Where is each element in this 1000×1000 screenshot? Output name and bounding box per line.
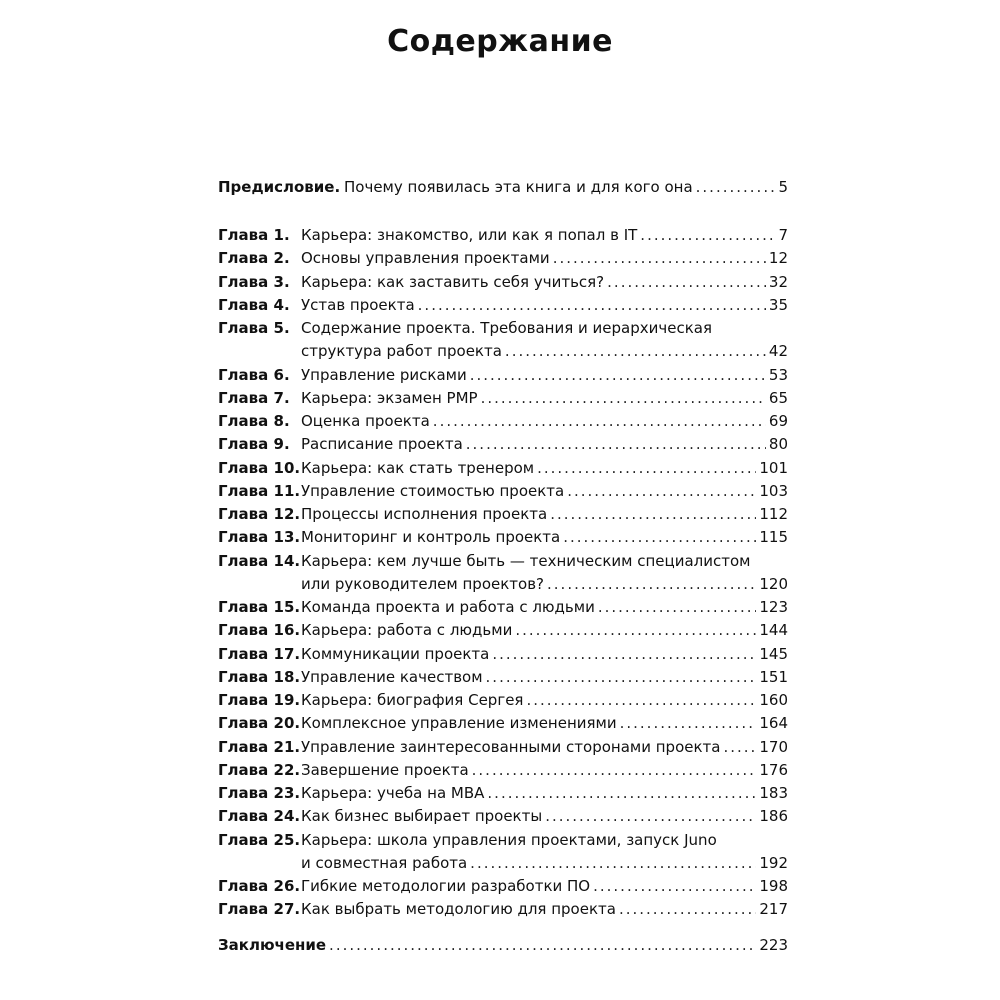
toc-conclusion-label: Заключение (218, 935, 327, 954)
dot-leader (418, 294, 766, 317)
toc-chapter-line (301, 782, 788, 805)
toc-chapter-label: Глава 19. (218, 691, 301, 709)
toc-chapter-label: Глава 6. (218, 365, 290, 384)
dot-leader (505, 340, 766, 363)
toc-chapter-label: Глава 26. (218, 877, 301, 895)
toc-chapter-title: Основы управления проектами (301, 249, 550, 268)
toc-chapter-label: Глава 25. (218, 830, 301, 849)
dot-leader (472, 759, 757, 782)
toc-chapter-label: Глава 14. (218, 551, 301, 570)
dot-leader (563, 526, 756, 549)
dot-leader (550, 503, 756, 526)
toc-page-number: 123 (759, 598, 788, 616)
dot-leader (526, 689, 756, 712)
dot-leader (487, 782, 756, 805)
dot-leader (486, 666, 757, 689)
toc-chapter-label: Глава 13. (218, 528, 301, 547)
toc-chapter-title: Комплексное управление изменениями (301, 714, 617, 733)
toc-page-number: 35 (768, 295, 788, 314)
toc-page-number: 103 (759, 481, 788, 500)
toc-chapter-title: Управление качеством (301, 667, 483, 686)
toc-page-number: 32 (768, 272, 788, 291)
toc-page-number: 53 (768, 365, 788, 384)
toc-chapter-title: Управление рисками (301, 365, 467, 384)
toc-chapter-label: Глава 23. (218, 784, 301, 802)
dot-leader (619, 898, 756, 921)
toc-preface-title: Почему появилась эта книга и для кого она (344, 178, 693, 196)
toc-chapter-line (301, 898, 788, 921)
toc-chapter-line (301, 805, 788, 828)
toc-chapter-title: Как бизнес выбирает проекты (301, 807, 543, 826)
dot-leader (620, 712, 757, 735)
toc-page-number: 69 (768, 412, 788, 430)
toc-chapter-label: Глава 12. (218, 505, 301, 523)
toc-page-number: 120 (759, 574, 788, 593)
dot-leader (537, 457, 756, 480)
dot-leader (466, 433, 766, 456)
toc-chapter-line (301, 712, 788, 735)
toc-page-number: 192 (759, 853, 788, 872)
toc-chapter-line (301, 759, 788, 782)
dot-leader (723, 736, 756, 759)
toc-chapter-label: Глава 5. (218, 319, 290, 337)
toc-page-number: 164 (759, 714, 788, 733)
toc-chapter-label: Глава 10. (218, 458, 301, 477)
toc-chapter-title-line: Карьера: кем лучше быть — техническим специалистом (301, 551, 751, 570)
toc-chapter-label: Глава 1. (218, 226, 290, 244)
toc-chapter-line (301, 526, 788, 549)
toc-chapter-title: Управление стоимостью проекта (301, 481, 565, 500)
toc-chapter-line (301, 596, 788, 619)
toc-chapter-line (301, 480, 788, 503)
toc-chapter-line (301, 433, 788, 456)
toc-page-number: 115 (759, 528, 788, 547)
toc-chapter-label: Глава 22. (218, 760, 301, 779)
toc-chapter-line (301, 643, 788, 666)
toc-chapter-title: и совместная работа (301, 853, 468, 872)
toc-chapter-line (301, 271, 788, 294)
dot-leader (470, 364, 766, 387)
toc-chapter-label: Глава 9. (218, 435, 290, 454)
toc-chapter-title: Карьера: учеба на MBA (301, 784, 485, 802)
dot-leader (640, 224, 775, 247)
toc-chapter-title: Процессы исполнения проекта (301, 505, 548, 523)
toc-chapter-line (301, 457, 788, 480)
toc-chapter-label: Глава 20. (218, 714, 301, 733)
toc-page-number: 160 (759, 691, 788, 709)
dot-leader (593, 875, 756, 898)
dot-leader (553, 247, 766, 270)
toc-chapter-line (301, 736, 788, 759)
dot-leader (481, 387, 766, 410)
toc-page-number: 170 (759, 737, 788, 756)
toc-chapter-label: Глава 16. (218, 621, 301, 640)
toc-page-number: 65 (768, 388, 788, 407)
toc-chapter-line (301, 503, 788, 526)
toc-chapter-title: Карьера: работа с людьми (301, 621, 513, 640)
toc-chapter-title: структура работ проекта (301, 342, 502, 361)
dot-leader (329, 934, 756, 957)
toc-chapter-title: Карьера: экзамен PMP (301, 388, 478, 407)
toc-conclusion-line (218, 934, 788, 957)
page-title: Содержание (387, 24, 613, 59)
toc-chapter-line (301, 387, 788, 410)
toc-page-number: 217 (759, 900, 788, 919)
dot-leader (547, 573, 756, 596)
toc-chapter-line (301, 364, 788, 387)
toc-chapter-line (301, 340, 788, 363)
toc-chapter-line (301, 852, 788, 875)
toc-chapter-title: Управление заинтересованными сторонами проекта (301, 737, 721, 756)
toc-page-number: 144 (759, 621, 788, 640)
toc-chapter-title: Коммуникации проекта (301, 644, 490, 663)
dot-leader (607, 271, 766, 294)
toc-page-number: 101 (759, 458, 788, 477)
toc-chapter-title: Устав проекта (301, 295, 415, 314)
toc-chapter-label: Глава 18. (218, 667, 301, 686)
toc-page-number: 183 (759, 784, 788, 802)
toc-page-number: 7 (778, 226, 788, 244)
dot-leader (470, 852, 756, 875)
toc-chapter-line (301, 294, 788, 317)
toc-chapter-title: Завершение проекта (301, 760, 469, 779)
toc-chapter-title: или руководителем проектов? (301, 574, 545, 593)
toc-chapter-title: Расписание проекта (301, 435, 463, 454)
toc-chapter-title: Карьера: как заставить себя учиться? (301, 272, 605, 291)
toc-chapter-line (301, 573, 788, 596)
toc-page-number: 223 (759, 935, 788, 954)
toc-chapter-label: Глава 11. (218, 481, 301, 500)
toc-chapter-label: Глава 2. (218, 249, 290, 268)
toc-page-number: 42 (768, 342, 788, 361)
dot-leader (515, 619, 756, 642)
toc-chapter-line (301, 410, 788, 433)
dot-leader (598, 596, 757, 619)
toc-chapter-title: Как выбрать методологию для проекта (301, 900, 616, 919)
toc-chapter-title-line: Карьера: школа управления проектами, запуск Juno (301, 830, 717, 849)
toc-chapter-title: Карьера: знакомство, или как я попал в IT (301, 226, 638, 244)
toc-chapter-title: Карьера: биография Сергея (301, 691, 524, 709)
toc-chapter-line (301, 247, 788, 270)
toc-chapter-line (301, 875, 788, 898)
toc-page-number: 198 (759, 877, 788, 895)
toc-chapter-title: Карьера: как стать тренером (301, 458, 535, 477)
toc-chapter-title-line: Содержание проекта. Требования и иерархическая (301, 319, 712, 337)
toc-chapter-label: Глава 4. (218, 295, 290, 314)
toc-chapter-title: Гибкие методологии разработки ПО (301, 877, 591, 895)
toc-chapter-label: Глава 17. (218, 644, 301, 663)
toc-chapter-title: Команда проекта и работа с людьми (301, 598, 595, 616)
toc-page-number: 151 (759, 667, 788, 686)
toc-chapter-line (301, 619, 788, 642)
dot-leader (567, 480, 756, 503)
toc-chapter-label: Глава 24. (218, 807, 301, 826)
toc-page-number: 186 (759, 807, 788, 826)
toc-chapter-title: Мониторинг и контроль проекта (301, 528, 561, 547)
toc-page-number: 5 (778, 178, 788, 196)
toc-chapter-label: Глава 27. (218, 900, 301, 919)
toc-preface-label: Предисловие. (218, 178, 341, 196)
toc-page-number: 176 (759, 760, 788, 779)
toc-page-number: 80 (768, 435, 788, 454)
toc-chapter-label: Глава 15. (218, 598, 301, 616)
toc-chapter-label: Глава 3. (218, 272, 290, 291)
toc-chapter-label: Глава 7. (218, 388, 290, 407)
toc-page-number: 112 (759, 505, 788, 523)
toc-page-number: 145 (759, 644, 788, 663)
toc-page-number: 12 (768, 249, 788, 268)
toc-chapter-line (301, 224, 788, 247)
toc-chapter-title: Оценка проекта (301, 412, 430, 430)
toc-chapter-line (301, 689, 788, 712)
dot-leader (696, 176, 776, 199)
dot-leader (545, 805, 756, 828)
toc-preface-line (344, 176, 788, 199)
toc-chapter-line (301, 666, 788, 689)
toc-chapter-label: Глава 8. (218, 412, 290, 430)
dot-leader (492, 643, 756, 666)
toc-chapter-label: Глава 21. (218, 737, 301, 756)
dot-leader (433, 410, 766, 433)
